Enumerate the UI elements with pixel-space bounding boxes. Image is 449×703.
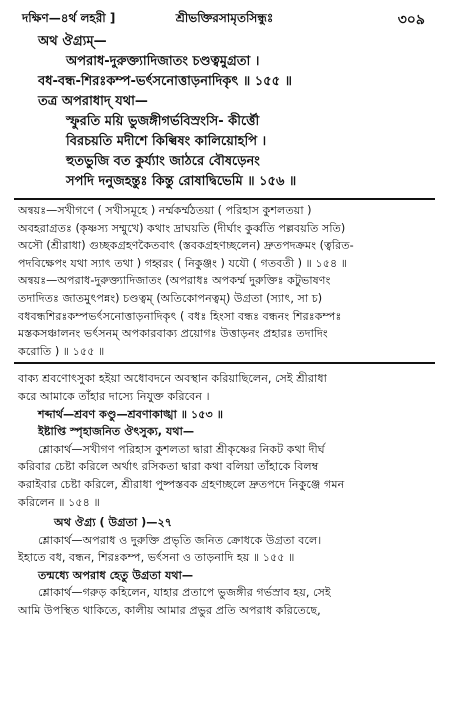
body-line: ইহাতে বধ, বন্ধন, শিরঃকম্প, ভর্ৎসনা ও তাড়নাদি হয় ॥ ১৫৫ ॥	[18, 551, 295, 565]
body-line: আমি উপস্থিত থাকিতে, কালীয় আমার প্রভুর প্রতি অপরাধ করিতেছে,	[18, 604, 321, 618]
body-line: শ্লোকার্থ—গরুড় কহিলেন, যাহার প্রতাপে ভুজঙ্গীর গর্ভস্রাব হয়, সেই	[38, 586, 331, 600]
body-line: বাক্য শ্রবণোৎসুকা হইয়া অধোবদনে অবস্থান করিয়াছিলেন, সেই শ্রীরাধা	[18, 372, 327, 386]
verse-line: হুতভুজি বত কুর্য্যাং জাঠরে বৌষড়েনং	[66, 154, 260, 169]
anvaya-line: মস্তকসঞ্চালনং ভর্ৎসনম্ অপকারবাক্য প্রয়োগঃ উত্তাড়নং প্রহারঃ তদাদিং	[18, 327, 328, 341]
header-title: শ্রীভক্তিরসামৃতসিন্ধুঃ	[175, 11, 274, 25]
body-line: করে আমাকে তাঁহার দাস্যে নিযুক্ত করিবেন ।	[18, 389, 210, 403]
verse-line: স্ফুরতি ময়ি ভুজঙ্গীগর্ভবিস্রংসি- কীর্ত্তৌ	[66, 114, 260, 129]
running-header	[14, 6, 435, 32]
verse-line: সপদি দনুজহন্তুঃ কিন্তু রোষাদ্বিভেমি ॥ ১৫৬ ॥	[66, 174, 297, 189]
anvaya-line: অন্বয়ঃ—সখীগণে ( সখীসমূহে ) নর্ম্মকর্ম্মঠতয়া ( পরিহাস কুশলতয়া )	[18, 204, 312, 217]
body-line: করিবার চেষ্টা করিলে অর্থাৎ রসিকতা দ্বারা কথা বলিয়া তাঁহাকে বিলম্ব	[18, 460, 319, 474]
verse-block	[14, 32, 435, 192]
anvaya-line: পদবিক্ষেপং যথা স্যাৎ তথা ) গহ্বরং ( নিকুঞ্জং ) যযৌ ( গতবতী ) ॥ ১৫৪ ॥	[18, 256, 348, 270]
page-number: ৩০৯	[397, 12, 425, 28]
anvaya-line: তদাদিতঃ জাতমুৎপন্নং) চণ্ডত্বম্ (অতিকোপনত্বম্) উগ্রতা (স্যাৎ, সা চ)	[18, 291, 323, 305]
body-line: শ্লোকার্থ—অপরাধ ও দুরুক্তি প্রভৃতি জনিত ক্রোধকে উগ্রতা বলে।	[38, 533, 322, 547]
body-line: ইষ্টাপ্তি স্পৃহাজনিত ঔৎসুক্য, যথা—	[38, 425, 195, 439]
verse-line: বধ-বন্ধ-শিরঃকম্প-ভর্ৎসনোত্তাড়নাদিকৃৎ ॥ ১৫৫ ॥	[38, 74, 292, 89]
body-line: তন্মধ্যে অপরাধ হেতু উগ্রতা যথা—	[38, 568, 194, 582]
anvaya-line: করোতি ) ॥ ১৫৫ ॥	[18, 344, 105, 358]
commentary	[14, 370, 435, 619]
body-line: করাইবার চেষ্টা করিলে, শ্রীরাধা পুষ্পস্তবক গ্রহণচ্ছলে দ্রুতপদে নিকুঞ্জে গমন	[18, 477, 345, 491]
verse-line: অথ ঔগ্র্যম্—	[38, 34, 107, 49]
body-line: অথ ঔগ্র্য ( উগ্রতা )—২৭	[54, 516, 173, 530]
anvaya-box	[14, 198, 435, 364]
body-line: শ্লোকার্থ—সখীগণ পরিহাস কুশলতা দ্বারা শ্রীকৃষ্ণের নিকট কথা দীর্ঘ	[38, 442, 325, 456]
verse-line: অপরাধ-দুরুক্ত্যাদিজাতং চণ্ডত্বমুগ্রতা ।	[66, 54, 260, 69]
verse-line: বিরচয়তি মদীশে কিল্বিষং কালিয়োহপি ।	[66, 134, 267, 149]
anvaya-line: অন্বয়ঃ—অপরাধ-দুরুক্ত্যাদিজাতং (অপরাধঃ অপকর্ম্ম দুরুক্তিঃ কটুভাষণং	[18, 274, 331, 288]
anvaya-line: অসৌ (শ্রীরাধা) গুচ্ছকগ্রহণকৈতবাৎ (স্তবকগ্রহণচ্ছলেন) দ্রুতপদক্রমং (ত্বরিত-	[18, 239, 354, 253]
header-left: দক্ষিণ—৪র্থ লহরী ]	[22, 11, 116, 25]
anvaya-line: অবহরাগ্রতঃ (কৃষ্ণস্য সম্মুখে) কথাং দ্রাঘয়তি (দীর্ঘাং কুর্ব্বতি পল্লবয়তি সতি)	[18, 221, 346, 235]
verse-line: তত্র অপরাধাদ্ যথা—	[38, 94, 148, 109]
body-line: শব্দার্থ—শ্রবণ কণ্ডু—শ্রবণাকাঙ্খা ॥ ১৫৩ ॥	[38, 407, 224, 421]
body-line: করিলেন ॥ ১৫৪ ॥	[18, 495, 100, 509]
anvaya-line: বধবন্ধশিরঃকম্পভর্ৎসনোত্তাড়নাদিকৃৎ ( বধঃ হিংসা বন্ধঃ বন্ধনং শিরঃকম্পঃ	[18, 309, 342, 323]
